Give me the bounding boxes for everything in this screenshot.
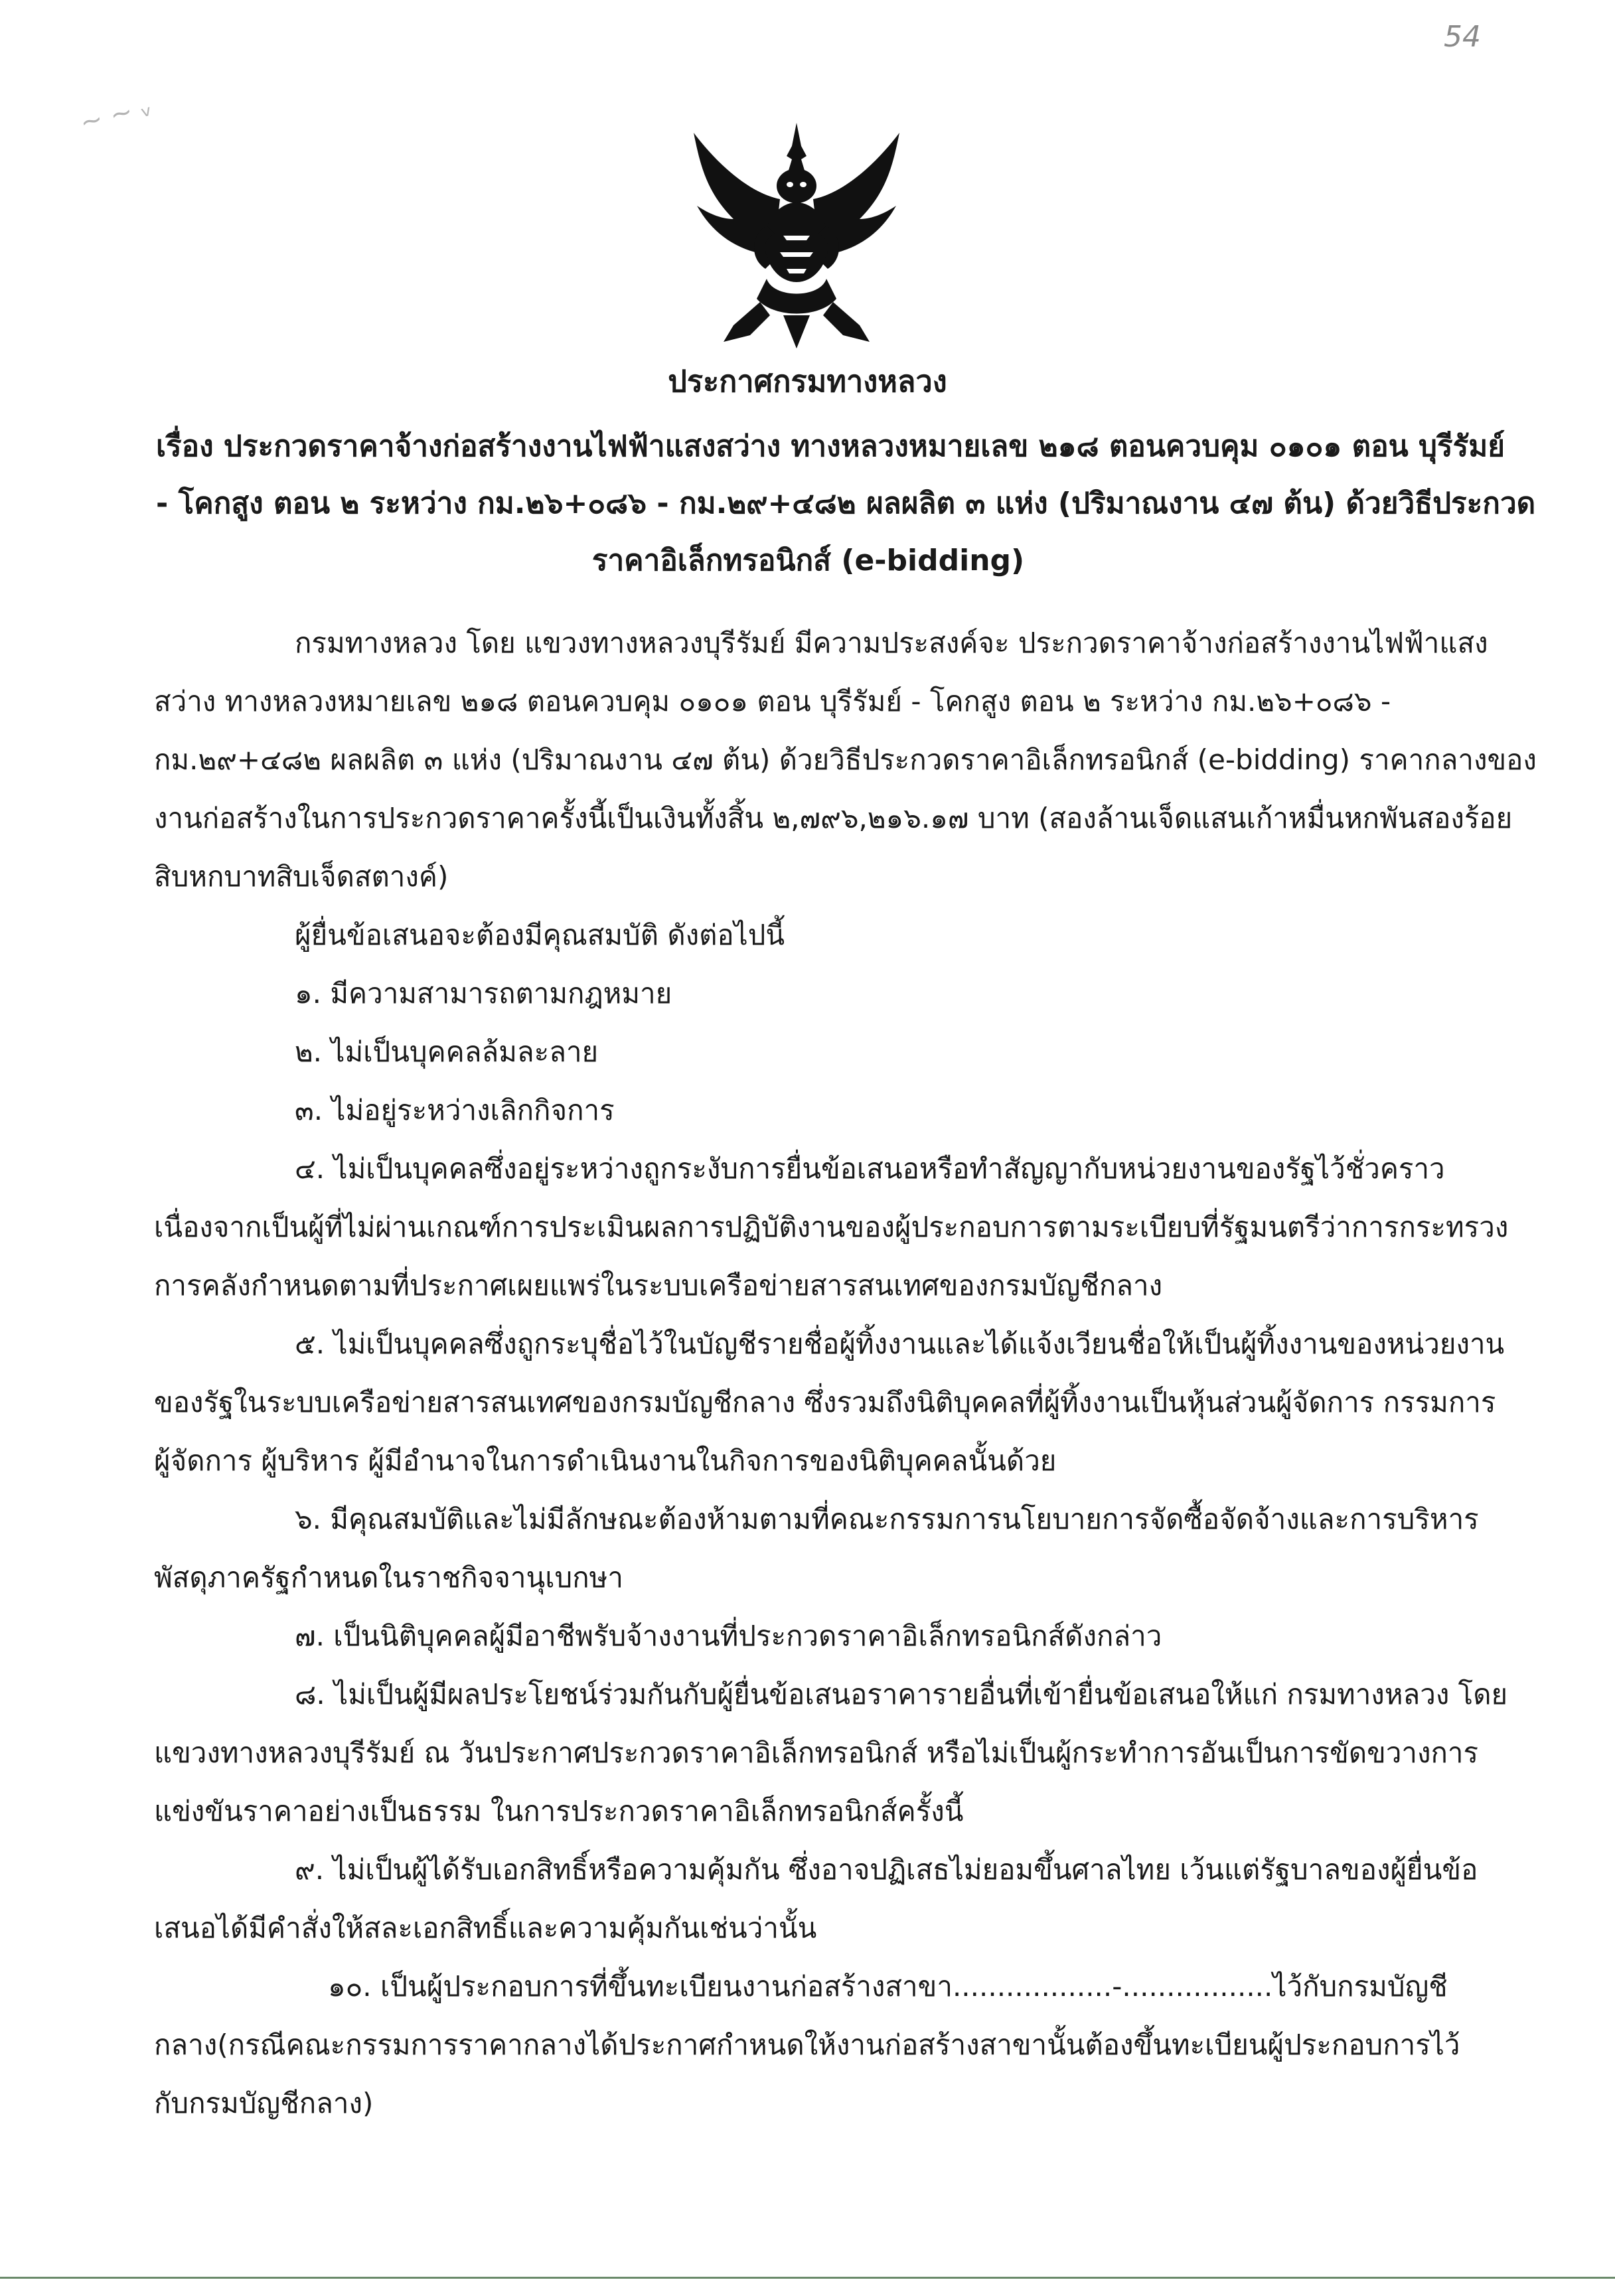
intro-line: กรมทางหลวง โดย แขวงทางหลวงบุรีรัมย์ มีความประสงค์จะ ประกวดราคาจ้างก่อสร้างงานไฟฟ้าแสง (295, 627, 1488, 659)
qualification-item-2: ๒. ไม่เป็นบุคคลล้มละลาย (295, 1035, 599, 1068)
intro-line: กม.๒๙+๔๘๒ ผลผลิต ๓ แห่ง (ปริมาณงาน ๔๗ ต้น) ด้วยวิธีประกวดราคาอิเล็กทรอนิกส์ (e-bidding) ราคากลางของ (154, 743, 1537, 776)
qualification-item-5: ๕. ไม่เป็นบุคคลซึ่งถูกระบุชื่อไว้ในบัญชีรายชื่อผู้ทิ้งงานและได้แจ้งเวียนชื่อให้เป็นผู้ทิ้งงานของหน่วยงาน (295, 1328, 1505, 1360)
bottom-divider (0, 2277, 1615, 2279)
qualification-item-8-cont: แข่งขันราคาอย่างเป็นธรรม ในการประกวดราคาอิเล็กทรอนิกส์ครั้งนี้ (154, 1795, 964, 1827)
qualification-item-9: ๙. ไม่เป็นผู้ได้รับเอกสิทธิ์หรือความคุ้มกัน ซึ่งอาจปฏิเสธไม่ยอมขึ้นศาลไทย เว้นแต่รัฐบาลของผู้ยื่นข้อ (295, 1853, 1478, 1886)
subject-line: เรื่อง ประกวดราคาจ้างก่อสร้างงานไฟฟ้าแสงสว่าง ทางหลวงหมายเลข ๒๑๘ ตอนควบคุม ๐๑๐๑ ตอน บุรีรัมย์ (156, 429, 1505, 463)
subject-line: - โคกสูง ตอน ๒ ระหว่าง กม.๒๖+๐๘๖ - กม.๒๙+๔๘๒ ผลผลิต ๓ แห่ง (ปริมาณงาน ๔๗ ต้น) ด้วยวิธีประกวด (156, 487, 1536, 520)
qualification-item-9-cont: เสนอได้มีคำสั่งให้สละเอกสิทธิ์และความคุ้มกันเช่นว่านั้น (154, 1912, 817, 1944)
issuer-title: ประกาศกรมทางหลวง (668, 364, 947, 399)
announcement-body (154, 614, 1537, 2133)
qualification-item-8-cont: แขวงทางหลวงบุรีรัมย์ ณ วันประกาศประกวดราคาอิเล็กทรอนิกส์ หรือไม่เป็นผู้กระทำการอันเป็นการขัดขวางการ (154, 1736, 1479, 1769)
page-number: 54 (1444, 20, 1481, 54)
qualification-item-5-cont: ผู้จัดการ ผู้บริหาร ผู้มีอำนาจในการดำเนินงานในกิจการของนิติบุคคลนั้นด้วย (154, 1444, 1057, 1477)
qualification-item-10: ๑๐. เป็นผู้ประกอบการที่ขึ้นทะเบียนงานก่อสร้างสาขา..................-.................ไว้กับกรมบัญชี (328, 1970, 1448, 2003)
qualification-item-6: ๖. มีคุณสมบัติและไม่มีลักษณะต้องห้ามตามที่คณะกรรมการนโยบายการจัดซื้อจัดจ้างและการบริหาร (295, 1503, 1479, 1535)
qualification-item-5-cont: ของรัฐในระบบเครือข่ายสารสนเทศของกรมบัญชีกลาง ซึ่งรวมถึงนิติบุคคลที่ผู้ทิ้งงานเป็นหุ้นส่วนผู้จัดการ กรรมการ (154, 1386, 1496, 1418)
intro-line: สิบหกบาทสิบเจ็ดสตางค์) (154, 860, 449, 893)
intro-line: งานก่อสร้างในการประกวดราคาครั้งนี้เป็นเงินทั้งสิ้น ๒,๗๙๖,๒๑๖.๑๗ บาท (สองล้านเจ็ดแสนเก้าหมื่นหกพันสองร้อย (154, 802, 1513, 834)
subject (156, 418, 1536, 589)
qualification-item-10-cont: กับกรมบัญชีกลาง) (154, 2087, 374, 2119)
qualification-item-4: ๔. ไม่เป็นบุคคลซึ่งอยู่ระหว่างถูกระงับการยื่นข้อเสนอหรือทำสัญญากับหน่วยงานของรัฐไว้ชั่วคราว (295, 1152, 1445, 1185)
qualification-item-3: ๓. ไม่อยู่ระหว่างเลิกกิจการ (295, 1094, 615, 1126)
garuda-emblem-icon (687, 119, 906, 352)
qualification-item-4-cont: เนื่องจากเป็นผู้ที่ไม่ผ่านเกณฑ์การประเมินผลการปฏิบัติงานของผู้ประกอบการตามระเบียบที่รัฐมนตรีว่าการกระทรวง (154, 1211, 1509, 1243)
qualification-item-8: ๘. ไม่เป็นผู้มีผลประโยชน์ร่วมกันกับผู้ยื่นข้อเสนอราคารายอื่นที่เข้ายื่นข้อเสนอให้แก่ กรมทางหลวง โดย (295, 1678, 1508, 1711)
subject-line: ราคาอิเล็กทรอนิกส์ (e-bidding) (591, 544, 1025, 577)
intro-line: สว่าง ทางหลวงหมายเลข ๒๑๘ ตอนควบคุม ๐๑๐๑ ตอน บุรีรัมย์ - โคกสูง ตอน ๒ ระหว่าง กม.๒๖+๐๘๖ - (154, 685, 1391, 718)
qualification-item-1: ๑. มีความสามารถตามกฎหมาย (295, 977, 672, 1010)
qualification-item-7: ๗. เป็นนิติบุคคลผู้มีอาชีพรับจ้างงานที่ประกวดราคาอิเล็กทรอนิกส์ดังกล่าว (295, 1620, 1162, 1652)
qualification-item-10-cont: กลาง(กรณีคณะกรรมการราคากลางได้ประกาศกำหนดให้งานก่อสร้างสาขานั้นต้องขึ้นทะเบียนผู้ประกอบการไว้ (154, 2028, 1460, 2061)
qualifications-heading: ผู้ยื่นข้อเสนอจะต้องมีคุณสมบัติ ดังต่อไปนี้ (295, 919, 785, 951)
qualification-item-4-cont: การคลังกำหนดตามที่ประกาศเผยแพร่ในระบบเครือข่ายสารสนเทศของกรมบัญชีกลาง (154, 1269, 1163, 1302)
qualification-item-6-cont: พัสดุภาครัฐกำหนดในราชกิจจานุเบกษา (154, 1561, 623, 1594)
scan-mark: ~ ~ ᵥ (77, 91, 155, 139)
